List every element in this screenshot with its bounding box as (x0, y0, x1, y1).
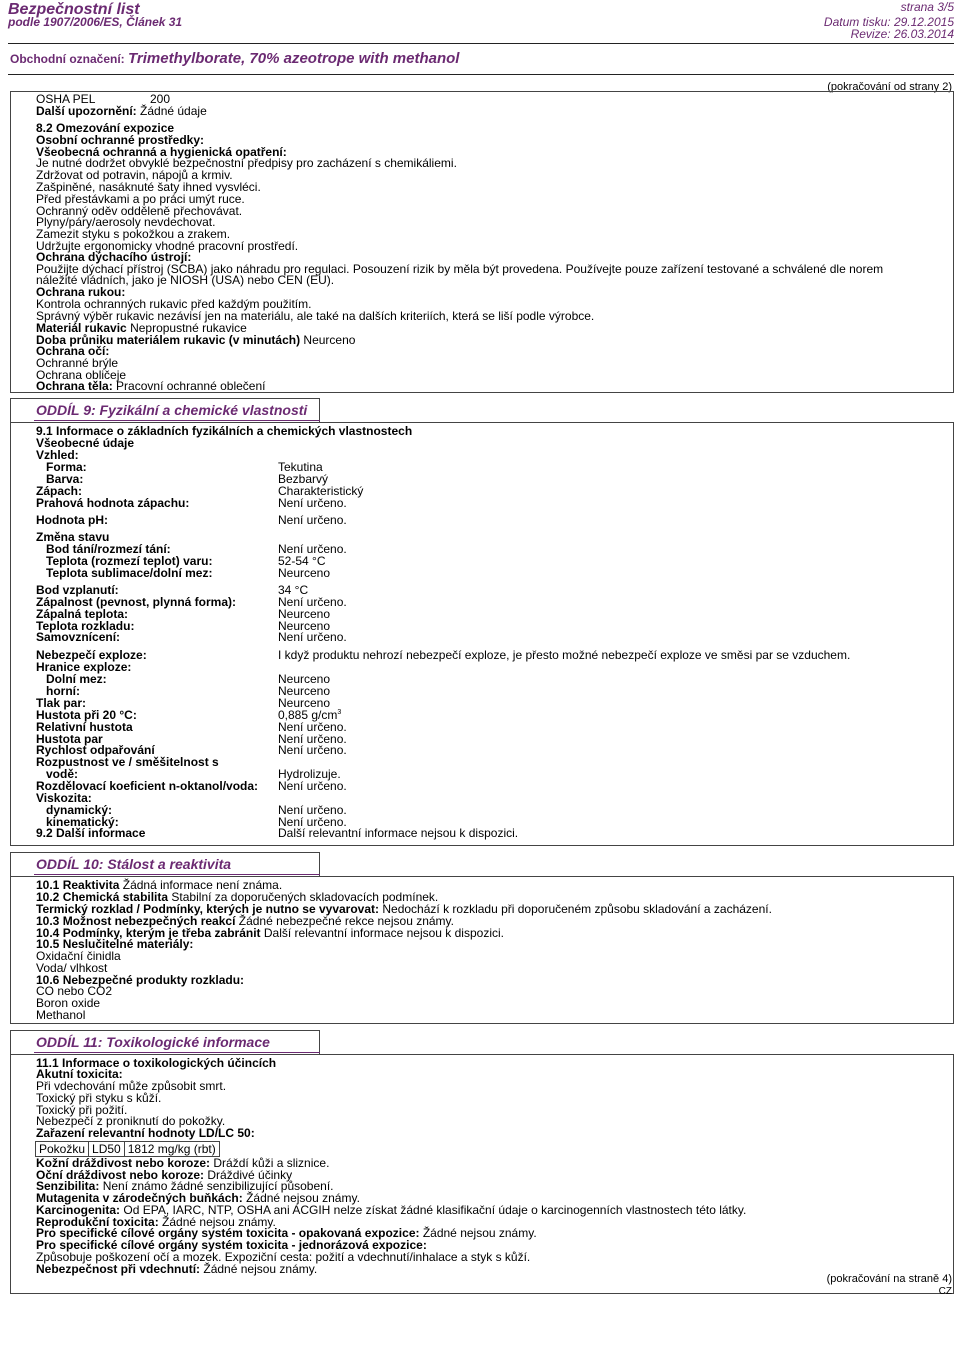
property-label: Teplota (rozmezí teplot) varu: (46, 554, 213, 568)
hygiene-line: Ochranný oděv odděleně přechovávat. (36, 204, 243, 218)
property-value: Hydrolizuje. (278, 767, 341, 781)
chemical-stability-label: 10.2 Chemická stabilita (36, 890, 169, 904)
property-label: Forma: (46, 460, 87, 474)
property-label: Hodnota pH: (36, 513, 108, 527)
revision-date: Revize: 26.03.2014 (850, 27, 954, 41)
decomposition-product: CO nebo CO2 (36, 984, 113, 998)
property-label: Zápach: (36, 484, 83, 498)
exposure-route-cell: Pokožku (36, 1142, 89, 1157)
reactivity-value: Žádná informace není známa. (122, 878, 283, 892)
hazardous-reactions-value: Žádné nebezpečné rekce nejsou známy. (238, 914, 454, 928)
property-label: dynamický: (46, 803, 113, 817)
property-value: Není určeno. (278, 630, 347, 644)
property-label: Teplota sublimace/dolní mez: (46, 566, 213, 580)
property-label: Hustota par (36, 732, 103, 746)
hand-protection-text-1: Kontrola ochranných rukavic před každým použitím. (36, 297, 312, 311)
ld-lc50-heading: Zařazení relevantní hodnoty LD/LC 50: (36, 1126, 255, 1140)
conditions-to-avoid-value: Další relevantní informace nejsou k dispozici. (263, 926, 504, 940)
continued-to: (pokračování na straně 4) (826, 1273, 952, 1285)
eye-protection-item: Ochranné brýle (36, 356, 119, 370)
thermal-decomposition-value: Nedochází k rozkladu při doporučeném způsobu skladování a zacházení. (382, 902, 772, 916)
property-label: Změna stavu (36, 530, 110, 544)
property-label: Bod vzplanutí: (36, 583, 119, 597)
glove-breakthrough-label: Doba průniku materiálem rukavic (v minutách) (36, 333, 301, 347)
reproductive-toxicity-label: Reprodukční toxicita: (36, 1215, 159, 1229)
aspiration-hazard-value: Žádné nejsou známy. (203, 1262, 318, 1276)
stot-single-label: Pro specifické cílové orgány systém toxicita - jednorázová expozice: (36, 1238, 427, 1252)
hygiene-line: Udržujte ergonomicky vhodné pracovní prostředí. (36, 239, 299, 253)
body-protection-label: Ochrana těla: (36, 379, 113, 393)
hygiene-line: Zamezit styku s pokožkou a zrakem. (36, 227, 231, 241)
property-value: Další relevantní informace nejsou k dispozici. (278, 826, 519, 840)
acute-toxicity-line: Nebezpečí z proniknutí do pokožky. (36, 1114, 226, 1128)
reproductive-toxicity-value: Žádné nejsou známy. (162, 1215, 276, 1229)
eye-irritation-value: Dráždivé účinky (207, 1168, 293, 1182)
property-label: Bod tání/rozmezí tání: (46, 542, 171, 556)
skin-irritation-label: Kožní dráždivost nebo koroze: (36, 1156, 211, 1170)
incompatible-materials-heading: 10.5 Neslučitelné materiály: (36, 937, 194, 951)
property-label: Rozpustnost ve / směšitelnost s (36, 755, 219, 769)
carcinogenicity-value: Od EPA, IARC, NTP, OSHA ani ACGIH nelze získat žádné klasifikační údaje o karcinogenních vlastnostech této látky. (123, 1203, 747, 1217)
hygiene-line: Je nutné dodržet obvyklé bezpečnostní předpisy pro zacházení s chemikáliemi. (36, 156, 457, 170)
property-label: Samovznícení: (36, 630, 121, 644)
property-label: Rychlost odpařování (36, 743, 155, 757)
property-value: Neurceno (278, 619, 331, 633)
property-value: Není určeno. (278, 803, 347, 817)
osha-pel-label: OSHA PEL (36, 92, 96, 106)
property-label: Relativní hustota (36, 720, 133, 734)
measure-cell: LD50 (89, 1142, 125, 1157)
eye-protection-heading: Ochrana očí: (36, 344, 110, 358)
further-info (36, 106, 207, 118)
exposure-controls-heading: 8.2 Omezování expozice (36, 121, 175, 135)
property-value: Neurceno (278, 607, 331, 621)
hand-protection-heading: Ochrana rukou: (36, 285, 126, 299)
section-11-underline (34, 1052, 320, 1053)
hygiene-line: Před přestávkami a po práci umýt ruce. (36, 192, 245, 206)
property-label: kinematický: (46, 815, 119, 829)
value-cell: 1812 mg/kg (rbt) (124, 1142, 219, 1157)
document-subtitle: podle 1907/2006/ES, Článek 31 (8, 15, 183, 29)
property-label: Teplota rozkladu: (36, 619, 135, 633)
mutagenicity-label: Mutagenita v zárodečných buňkách: (36, 1191, 243, 1205)
glove-breakthrough-value: Neurceno (303, 333, 356, 347)
appearance-heading: Vzhled: (36, 448, 79, 462)
stot-repeated-label: Pro specifické cílové orgány systém toxicita - opakovaná expozice: (36, 1226, 420, 1240)
property-value: Není určeno. (278, 595, 347, 609)
trade-divider (8, 74, 954, 75)
aspiration-hazard (36, 1264, 317, 1276)
property-label: Prahová hodnota zápachu: (36, 496, 190, 510)
print-date: Datum tisku: 29.12.2015 (823, 15, 954, 29)
section-9-underline (34, 420, 320, 421)
ppe-heading: Osobní ochranné prostředky: (36, 133, 205, 147)
decomposition-product: Boron oxide (36, 996, 101, 1010)
acute-toxicity-line: Toxický při styku s kůží. (36, 1091, 162, 1105)
property-value: Není určeno. (278, 542, 347, 556)
property-value: Není určeno. (278, 513, 347, 527)
property-label: Zápalnost (pevnost, plynná forma): (36, 595, 237, 609)
continued-from: (pokračování od strany 2) (827, 81, 952, 93)
sensitisation-label: Senzibilita: (36, 1179, 100, 1193)
density-unit-superscript: 3 (337, 709, 342, 716)
mutagenicity-value: Žádné nejsou známy. (246, 1191, 360, 1205)
property-value-text: 0,885 g/cm (278, 708, 338, 722)
property-label: Rozdělovací koeficient n-oktanol/voda: (36, 779, 259, 793)
property-value: 52-54 °C (278, 554, 326, 568)
section-10-title: ODDÍL 10: Stálost a reaktivita (36, 856, 232, 872)
section-9-title: ODDÍL 9: Fyzikální a chemické vlastnosti (36, 402, 308, 418)
section-11-title: ODDÍL 11: Toxikologické informace (36, 1034, 270, 1050)
document-title: Bezpečnostní list (8, 1, 140, 18)
section-11-1-heading: 11.1 Informace o toxikologických účincích (36, 1056, 277, 1070)
property-label: Hranice exploze: (36, 660, 132, 674)
property-label: 9.2 Další informace (36, 826, 146, 840)
respiratory-text-2: náležité vládních, jako je NIOSH (USA) nebo CEN (EU). (36, 273, 335, 287)
property-label: horní: (46, 684, 80, 698)
incompatible-material: Oxidační činidla (36, 949, 121, 963)
section-9-1-heading: 9.1 Informace o základních fyzikálních a chemických vlastnostech (36, 424, 413, 438)
property-label: Zápalná teplota: (36, 607, 129, 621)
osha-pel-value: 200 (150, 92, 171, 106)
skin-irritation-value: Dráždí kůži a sliznice. (213, 1156, 330, 1170)
property-value: Neurceno (278, 566, 331, 580)
stot-repeated-value: Žádné nejsou známy. (422, 1226, 537, 1240)
property-value: Není určeno. (278, 743, 347, 757)
property-value: Neurceno (278, 696, 331, 710)
property-label: Tlak par: (36, 696, 87, 710)
property-value: Není určeno. (278, 815, 347, 829)
property-value: Není určeno. (278, 496, 347, 510)
hygiene-heading: Všeobecná ochranná a hygienická opatření: (36, 145, 287, 159)
decomposition-products-heading: 10.6 Nebezpečné produkty rozkladu: (36, 973, 245, 987)
property-label: Dolní mez: (46, 672, 107, 686)
thermal-decomposition-label: Termický rozklad / Podmínky, kterých je nutno se vyvarovat: (36, 902, 380, 916)
property-label: Barva: (46, 472, 84, 486)
page-number: strana 3/5 (900, 0, 954, 14)
body-protection-value: Pracovní ochranné oblečení (116, 379, 266, 393)
property-value: Není určeno. (278, 732, 347, 746)
respiratory-heading: Ochrana dýchacího ústrojí: (36, 250, 192, 264)
reactivity-label: 10.1 Reaktivita (36, 878, 120, 892)
decomposition-product: Methanol (36, 1008, 86, 1022)
sensitisation-value: Není známo žádné senzibilizující působení. (102, 1179, 334, 1193)
header-divider (8, 43, 954, 44)
hazardous-reactions-label: 10.3 Možnost nebezpečných reakcí (36, 914, 236, 928)
property-value: Tekutina (278, 460, 323, 474)
trade-name-line (10, 50, 460, 67)
hand-protection-text-2: Správný výběr rukavic nezávisí jen na materiálu, ale také na dalších kriteriích, která se liší podle výrobce. (36, 309, 595, 323)
eye-irritation-label: Oční dráždivost nebo koroze: (36, 1168, 205, 1182)
section-10-underline (34, 874, 320, 875)
property-label: Viskozita: (36, 791, 92, 805)
ld50-table (35, 1141, 220, 1157)
conditions-to-avoid-label: 10.4 Podmínky, kterým je třeba zabránit (36, 926, 261, 940)
body-protection (36, 381, 265, 393)
hygiene-line: Zdržovat od potravin, nápojů a krmiv. (36, 168, 233, 182)
glove-material-label: Materiál rukavic (36, 321, 127, 335)
property-value: Bezbarvý (278, 472, 329, 486)
property-label: Nebezpečí exploze: (36, 648, 147, 662)
carcinogenicity-label: Karcinogenita: (36, 1203, 121, 1217)
aspiration-hazard-label: Nebezpečnost při vdechnutí: (36, 1262, 201, 1276)
incompatible-material: Voda/ vlhkost (36, 961, 108, 975)
acute-toxicity-heading: Akutní toxicita: (36, 1067, 123, 1081)
chemical-stability-value: Stabilní za doporučených skladovacích podmínek. (171, 890, 439, 904)
property-label: vodě: (46, 767, 79, 781)
property-value: 34 °C (278, 583, 309, 597)
property-value: Není určeno. (278, 720, 347, 734)
respiratory-text-1: Použijte dýchací přístroj (SCBA) jako náhradu pro regulaci. Posouzení rizik by měla být provedena. Používejte pouze zařízení testované a schválené dle norem (36, 262, 884, 276)
trade-name-value: Trimethylborate, 70% azeotrope with methanol (128, 50, 460, 67)
trade-name-label: Obchodní označení: (10, 52, 125, 66)
property-value: Charakteristický (278, 484, 364, 498)
property-value: Není určeno. (278, 779, 347, 793)
eye-protection-item: Ochrana obličeje (36, 368, 127, 382)
language-code: CZ (938, 1286, 952, 1297)
stot-single-value: Způsobuje poškození očí a mozek. Expoziční cesta: požití a vdechnutí/inhalace a styk s kůží. (36, 1250, 531, 1264)
table-row (36, 1142, 220, 1157)
further-info-value: Žádné údaje (140, 104, 207, 118)
acute-toxicity-line: Při vdechování může způsobit smrt. (36, 1079, 227, 1093)
further-info-label: Další upozornění: (36, 104, 137, 118)
glove-material-value: Nepropustné rukavice (130, 321, 247, 335)
hygiene-line: Zašpiněné, nasáknuté šaty ihned vysvléci. (36, 180, 261, 194)
property-value: Neurceno (278, 672, 331, 686)
property-label: Hustota při 20 °C: (36, 708, 137, 722)
general-info-heading: Všeobecné údaje (36, 436, 135, 450)
property-value: Neurceno (278, 684, 331, 698)
hygiene-line: Plyny/páry/aerosoly nevdechovat. (36, 215, 216, 229)
property-value: I když produktu nehrozí nebezpečí exploze, je přesto možné nebezpečí exploze ve směsi par se vzduchem. (278, 648, 851, 662)
acute-toxicity-line: Toxický při požití. (36, 1103, 128, 1117)
